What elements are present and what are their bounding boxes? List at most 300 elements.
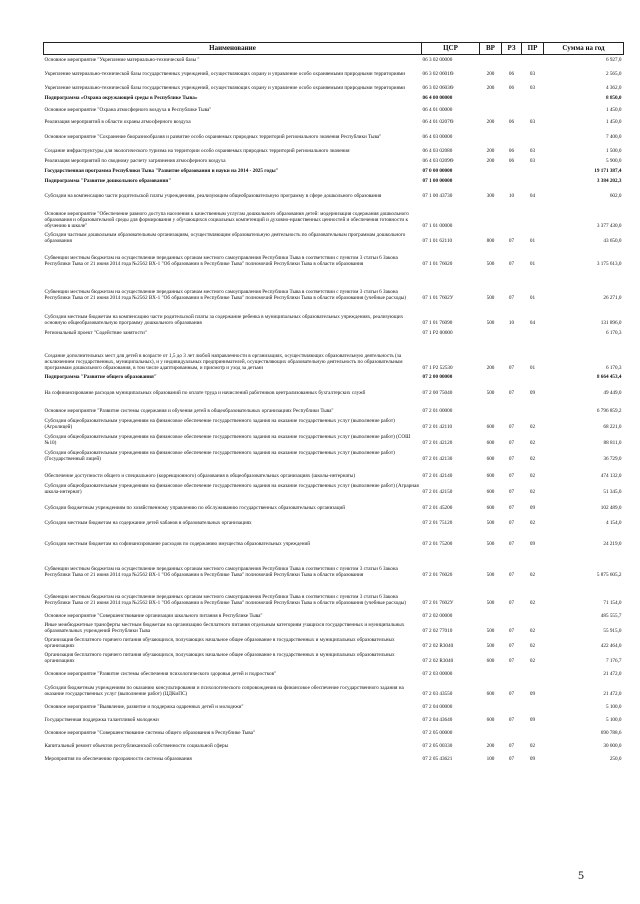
cell-name: Создание дополнительных мест для детей в возрасте от 1,5 до 3 лет любой направленности в организациях, осуществляющих образовательную деятельность (за исключением государственных, муниципальных), и у индивидуальных предпринимателей, осуществляющих образовательную деятельность по образовательным программам дошкольного образования, в том числе адаптированным, и присмотр и уход за детьми bbox=[44, 352, 403, 372]
cell-vr: 500 bbox=[486, 572, 495, 579]
cell-sum: 30 000,0 bbox=[603, 743, 622, 750]
cell-csr: 07 1 P2 52530 bbox=[422, 365, 453, 372]
cell-pr: 02 bbox=[529, 628, 536, 635]
table-row bbox=[44, 175, 624, 185]
cell-rz: 07 bbox=[508, 440, 515, 447]
cell-pr: 09 bbox=[529, 541, 536, 548]
cell-name: Региональный проект "Содействие занятости" bbox=[44, 330, 147, 337]
cell-vr bbox=[480, 665, 502, 678]
cell-sum: 4 154,0 bbox=[605, 520, 622, 527]
cell-pr bbox=[522, 102, 544, 114]
cell-sum: 5 100,0 bbox=[605, 704, 622, 711]
cell-csr: 07 2 05 00000 bbox=[422, 730, 453, 737]
cell-pr: 02 bbox=[529, 440, 536, 447]
table-row bbox=[44, 55, 624, 64]
table-row bbox=[44, 230, 624, 245]
table-row bbox=[44, 114, 624, 126]
cell-csr: 07 1 01 62110 bbox=[422, 238, 453, 245]
table-row bbox=[44, 337, 624, 372]
cell-pr: 03 bbox=[529, 85, 536, 92]
cell-rz: 07 bbox=[508, 261, 515, 268]
cell-rz bbox=[502, 175, 522, 185]
cell-pr: 09 bbox=[529, 691, 536, 698]
cell-sum: 485 555,7 bbox=[600, 613, 622, 620]
cell-vr bbox=[480, 698, 502, 711]
cell-sum: 102 489,0 bbox=[600, 505, 622, 512]
table-row bbox=[44, 579, 624, 607]
cell-csr: 07 2 01 42150 bbox=[422, 489, 453, 496]
cell-rz bbox=[502, 200, 522, 230]
cell-name: Организация бесплатного горячего питания обучающихся, получающих начальное общее образование в государственных и муниципальных образовательных организациях bbox=[44, 652, 395, 665]
cell-rz: 07 bbox=[508, 520, 515, 527]
table-body bbox=[44, 55, 624, 763]
cell-rz: 06 bbox=[508, 158, 515, 165]
table-row bbox=[44, 480, 624, 496]
cell-pr: 01 bbox=[529, 238, 536, 245]
cell-rz: 07 bbox=[508, 572, 515, 579]
cell-rz: 07 bbox=[508, 717, 515, 724]
cell-csr: 07 2 05 00330 bbox=[422, 743, 453, 750]
table-row bbox=[44, 397, 624, 415]
cell-csr: 07 2 01 76020 bbox=[422, 572, 453, 579]
cell-sum: 6 796 859,2 bbox=[596, 408, 622, 415]
cell-sum: 6 927,0 bbox=[605, 57, 622, 64]
cell-rz: 07 bbox=[508, 489, 515, 496]
cell-name: Основное мероприятие "Развитие системы содержания и обучения детей в общеобразовательных организациях Республики Тыва" bbox=[44, 408, 334, 415]
cell-vr: 200 bbox=[486, 743, 495, 750]
table-row bbox=[44, 415, 624, 431]
cell-name: Основное мероприятие "Сохранение биоразнообразия и развитие особо охраняемых природных территорий регионального значения Республики Тыва" bbox=[44, 134, 382, 141]
table-row bbox=[44, 92, 624, 102]
cell-vr: 300 bbox=[486, 193, 495, 200]
cell-name: Субвенции местным бюджетам на осуществление переданных органам местного самоуправления Республики Тыва в соответствии с пунктом 3 статьи 6 Закона Республики Тыва от 21 июня 2014 года №2562 ВХ-1 "Об образовании в Республике Тыва" полномочий Республики Тыва в области образования bbox=[44, 255, 398, 268]
table-row bbox=[44, 750, 624, 763]
cell-csr: 07 1 01 7602У bbox=[422, 295, 454, 302]
table-row bbox=[44, 527, 624, 548]
cell-rz: 07 bbox=[508, 756, 515, 763]
cell-csr: 07 2 01 45200 bbox=[422, 505, 453, 512]
cell-name: Субсидии общеобразовательным учреждениям на финансовое обеспечение государственного задания на оказание государственных услуг (выполнение работ) (Агролицей) bbox=[44, 418, 395, 431]
cell-sum: 5 875 605,2 bbox=[596, 572, 622, 579]
col-header-rz: РЗ bbox=[502, 43, 522, 55]
cell-sum: 21 472,0 bbox=[603, 691, 622, 698]
table-row bbox=[44, 496, 624, 512]
cell-csr: 07 2 01 75200 bbox=[422, 541, 453, 548]
cell-rz bbox=[502, 126, 522, 141]
cell-name: Основное мероприятие "Совершенствование системы общего образования в Республике Тыва" bbox=[44, 730, 256, 737]
cell-csr: 07 2 00 00000 bbox=[422, 374, 453, 381]
cell-name: Субсидии общеобразовательным учреждениям на финансовое обеспечение государственного задания на оказание государственных услуг (выполнение работ) (СОШ №10) bbox=[44, 434, 411, 447]
page-number: 5 bbox=[578, 868, 584, 882]
cell-csr: 07 1 01 00000 bbox=[422, 223, 453, 230]
cell-sum: 131 896,0 bbox=[600, 320, 622, 327]
cell-sum: 8 664 453,4 bbox=[596, 374, 622, 381]
cell-rz: 07 bbox=[508, 365, 515, 372]
cell-rz: 07 bbox=[508, 390, 515, 397]
cell-sum: 3 377 430,0 bbox=[596, 223, 622, 230]
cell-sum: 43 650,0 bbox=[603, 238, 622, 245]
cell-csr: 07 2 04 43640 bbox=[422, 717, 453, 724]
cell-vr bbox=[480, 55, 502, 64]
table-row bbox=[44, 245, 624, 268]
table-row bbox=[44, 678, 624, 698]
cell-csr: 07 2 02 R3040 bbox=[422, 643, 454, 650]
cell-name: Субвенции местным бюджетам на осуществление переданных органам местного самоуправления Республики Тыва в соответствии с пунктом 3 статьи 6 Закона Республики Тыва от 21 июня 2014 года №2562 ВХ-1 "Об образовании в Республике Тыва" полномочий Республики Тыва в области образования (учебные расходы) bbox=[44, 594, 407, 607]
cell-sum: 49 449,0 bbox=[603, 390, 622, 397]
cell-rz: 07 bbox=[508, 691, 515, 698]
table-row bbox=[44, 548, 624, 579]
cell-name: Подпрограмма "Развитие дошкольного образования" bbox=[44, 178, 172, 185]
table-row bbox=[44, 200, 624, 230]
cell-csr: 06 4 01 00000 bbox=[422, 107, 453, 114]
cell-vr: 600 bbox=[486, 456, 495, 463]
cell-vr bbox=[480, 102, 502, 114]
cell-csr: 07 2 03 43550 bbox=[422, 691, 453, 698]
table-row bbox=[44, 650, 624, 665]
cell-sum: 36 729,0 bbox=[603, 456, 622, 463]
cell-sum: 88 811,0 bbox=[603, 440, 622, 447]
cell-vr: 500 bbox=[486, 261, 495, 268]
cell-name: На софинансирование расходов муниципальных образований по оплате труда и начислений работников централизованных бухгалтерских служб bbox=[44, 390, 366, 397]
cell-rz: 07 bbox=[508, 456, 515, 463]
cell-csr: 07 1 P2 00000 bbox=[422, 330, 453, 337]
cell-pr: 01 bbox=[529, 295, 536, 302]
cell-pr: 09 bbox=[529, 717, 536, 724]
cell-name: Мероприятия по обеспечению прозрачности системы образования bbox=[44, 756, 192, 763]
cell-rz: 06 bbox=[508, 71, 515, 78]
cell-vr bbox=[480, 607, 502, 620]
cell-pr bbox=[522, 165, 544, 175]
cell-csr: 07 2 01 7602У bbox=[422, 600, 454, 607]
cell-csr: 07 2 01 42110 bbox=[422, 424, 453, 431]
table-row bbox=[44, 381, 624, 397]
cell-vr: 600 bbox=[486, 473, 495, 480]
cell-name: Государственная поддержка талантливой молодежи bbox=[44, 717, 159, 724]
cell-pr bbox=[522, 92, 544, 102]
cell-pr: 02 bbox=[529, 600, 536, 607]
col-header-name: Наименование bbox=[44, 43, 422, 55]
cell-vr bbox=[480, 397, 502, 415]
cell-vr: 600 bbox=[486, 691, 495, 698]
cell-name: Субвенции местным бюджетам на осуществление переданных органам местного самоуправления Республики Тыва в соответствии с пунктом 3 статьи 6 Закона Республики Тыва от 21 июня 2014 года №2562 ВХ-1 "Об образовании в Республике Тыва" полномочий Республики Тыва в области образования bbox=[44, 566, 398, 579]
cell-pr bbox=[522, 397, 544, 415]
cell-csr: 07 0 00 00000 bbox=[422, 168, 453, 175]
cell-rz: 07 bbox=[508, 628, 515, 635]
cell-name: Государственная программа Республики Тыва "Развитие образования и науки на 2014 - 2025 годы" bbox=[44, 168, 279, 175]
cell-name: Субсидии частным дошкольным образовательным организациям, осуществляющим образовательную деятельность по образовательным программам дошкольного образования bbox=[44, 232, 406, 245]
cell-rz: 10 bbox=[508, 193, 515, 200]
cell-csr: 07 2 01 75120 bbox=[422, 520, 453, 527]
cell-sum: 55 915,0 bbox=[603, 628, 622, 635]
cell-name: Субсидии общеобразовательным учреждениям на финансовое обеспечение государственного задания на оказание государственных услуг (выполнение работ) (Аграрная школа-интернат) bbox=[44, 483, 419, 496]
cell-pr bbox=[522, 698, 544, 711]
table-header-row bbox=[44, 43, 624, 55]
cell-name: Основное мероприятие "Охрана атмосферного воздуха в Республике Тыва" bbox=[44, 107, 212, 114]
cell-pr: 02 bbox=[529, 520, 536, 527]
cell-vr: 200 bbox=[486, 119, 495, 126]
cell-rz: 07 bbox=[508, 658, 515, 665]
cell-vr: 600 bbox=[486, 440, 495, 447]
table-row bbox=[44, 141, 624, 155]
cell-vr: 200 bbox=[486, 158, 495, 165]
cell-sum: 1 500,0 bbox=[605, 148, 622, 155]
table-row bbox=[44, 155, 624, 165]
cell-csr: 07 2 02 R3040 bbox=[422, 658, 454, 665]
cell-pr: 02 bbox=[529, 473, 536, 480]
cell-vr: 600 bbox=[486, 489, 495, 496]
cell-sum: 6 170,3 bbox=[605, 330, 622, 337]
cell-pr: 09 bbox=[529, 505, 536, 512]
cell-rz: 06 bbox=[508, 85, 515, 92]
cell-rz: 07 bbox=[508, 505, 515, 512]
cell-csr: 07 2 01 42120 bbox=[422, 440, 453, 447]
cell-vr bbox=[480, 92, 502, 102]
cell-sum: 1 450,0 bbox=[605, 119, 622, 126]
cell-name: Подпрограмма «Охрана окружающей среды в Республике Тыва» bbox=[44, 95, 198, 102]
cell-name: Реализация мероприятий в области охраны атмосферного воздуха bbox=[44, 119, 191, 126]
cell-name: Субсидии местным бюджетам на содержание детей чабанов в образовательных организациях bbox=[44, 520, 252, 527]
cell-sum: 5 100,0 bbox=[605, 717, 622, 724]
cell-vr: 600 bbox=[486, 505, 495, 512]
cell-pr: 02 bbox=[529, 424, 536, 431]
table-row bbox=[44, 431, 624, 447]
cell-name: Реализация мероприятий по сводному расчету загрязнения атмосферного воздуха bbox=[44, 158, 226, 165]
col-header-csr: ЦСР bbox=[422, 43, 480, 55]
cell-sum: 7 176,7 bbox=[605, 658, 622, 665]
cell-pr: 03 bbox=[529, 119, 536, 126]
cell-name: Обеспечение доступности общего и специального (коррекционного) образования в общеобразовательных организациях (школы-интернаты) bbox=[44, 473, 356, 480]
cell-pr: 04 bbox=[529, 193, 536, 200]
cell-csr: 07 2 05 43621 bbox=[422, 756, 453, 763]
cell-pr bbox=[522, 126, 544, 141]
cell-pr bbox=[522, 55, 544, 64]
cell-sum: 5 900,0 bbox=[605, 158, 622, 165]
cell-csr: 06 3 02 00000 bbox=[422, 57, 453, 64]
budget-table-page bbox=[43, 42, 623, 763]
budget-table bbox=[43, 42, 624, 763]
cell-rz: 07 bbox=[508, 238, 515, 245]
cell-pr bbox=[522, 327, 544, 337]
cell-vr: 500 bbox=[486, 600, 495, 607]
cell-name: Создание инфраструктуры для экологического туризма на территории особо охраняемых природных территорий регионального значения bbox=[44, 148, 350, 155]
cell-rz: 10 bbox=[508, 320, 515, 327]
cell-sum: 19 171 387,4 bbox=[594, 168, 622, 175]
cell-vr: 200 bbox=[486, 365, 495, 372]
cell-pr bbox=[522, 372, 544, 381]
cell-sum: 21 472,0 bbox=[603, 671, 622, 678]
cell-name: Субсидии местным бюджетам на софинансирование расходов по содержанию имущества образовательных учреждений bbox=[44, 541, 311, 548]
cell-name: Организация бесплатного горячего питания обучающихся, получающих начальное общее образование в государственных и муниципальных образовательных организациях bbox=[44, 637, 395, 650]
cell-vr: 500 bbox=[486, 390, 495, 397]
cell-rz: 07 bbox=[508, 424, 515, 431]
cell-rz bbox=[502, 397, 522, 415]
cell-name: Иные межбюджетные трансферты местным бюджетам на организацию бесплатного питания отдельным категориям учащихся государственных и муниципальных образовательных учреждений Республики Тыва bbox=[44, 622, 405, 635]
table-row bbox=[44, 64, 624, 78]
cell-rz bbox=[502, 165, 522, 175]
cell-csr: 07 2 01 42140 bbox=[422, 473, 453, 480]
cell-csr: 07 2 01 00000 bbox=[422, 408, 453, 415]
cell-rz: 06 bbox=[508, 119, 515, 126]
cell-csr: 07 1 00 00000 bbox=[422, 178, 453, 185]
col-header-pr: ПР bbox=[522, 43, 544, 55]
cell-rz: 06 bbox=[508, 148, 515, 155]
cell-csr: 06 4 03 00000 bbox=[422, 134, 453, 141]
table-row bbox=[44, 327, 624, 337]
table-row bbox=[44, 620, 624, 635]
cell-vr: 500 bbox=[486, 295, 495, 302]
cell-name: Основное мероприятие "Выявление, развитие и поддержка одаренных детей и молодежи" bbox=[44, 704, 244, 711]
cell-rz: 07 bbox=[508, 541, 515, 548]
cell-rz: 07 bbox=[508, 643, 515, 650]
cell-rz: 07 bbox=[508, 473, 515, 480]
cell-rz bbox=[502, 724, 522, 737]
cell-csr: 07 2 01 42130 bbox=[422, 456, 453, 463]
cell-csr: 06 4 01 0207Ѳ bbox=[422, 119, 454, 126]
cell-vr: 600 bbox=[486, 717, 495, 724]
cell-sum: 26 271,0 bbox=[603, 295, 622, 302]
cell-pr: 03 bbox=[529, 148, 536, 155]
cell-sum: 8 850,0 bbox=[605, 95, 622, 102]
cell-csr: 07 2 03 00000 bbox=[422, 671, 453, 678]
cell-sum: 602,0 bbox=[609, 193, 622, 200]
cell-csr: 07 2 02 00000 bbox=[422, 613, 453, 620]
cell-rz bbox=[502, 698, 522, 711]
cell-sum: 1 450,0 bbox=[605, 107, 622, 114]
table-row bbox=[44, 447, 624, 463]
cell-pr: 02 bbox=[529, 643, 536, 650]
cell-name: Подпрограмма "Развитие общего образования" bbox=[44, 374, 157, 381]
cell-pr bbox=[522, 175, 544, 185]
cell-sum: 4 362,0 bbox=[605, 85, 622, 92]
cell-name: Укрепление материально-технической базы государственных учреждений, осуществляющих охрану и управление особо охраняемыми природными территориями bbox=[44, 85, 406, 92]
cell-vr: 500 bbox=[486, 320, 495, 327]
cell-pr: 09 bbox=[529, 756, 536, 763]
cell-sum: 7 400,0 bbox=[605, 134, 622, 141]
cell-pr: 04 bbox=[529, 320, 536, 327]
cell-sum: 250,0 bbox=[609, 756, 622, 763]
cell-pr: 01 bbox=[529, 261, 536, 268]
cell-name: Субсидии бюджетным учреждениям по оказанию консультирования и психологического сопровождения на финансовое обеспечение государственного задания на оказание государственных услуг (выполнение работ) (ЦДКиПС) bbox=[44, 685, 404, 698]
cell-name: Укрепление материально-технической базы государственных учреждений, осуществляющих охрану и управление особо охраняемыми природными территориями bbox=[44, 71, 406, 78]
cell-pr bbox=[522, 724, 544, 737]
cell-rz bbox=[502, 102, 522, 114]
cell-pr: 03 bbox=[529, 158, 536, 165]
col-header-sum: Сумма на год bbox=[544, 43, 624, 55]
cell-vr: 100 bbox=[486, 756, 495, 763]
cell-sum: 3 384 202,3 bbox=[596, 178, 622, 185]
cell-sum: 2 565,0 bbox=[605, 71, 622, 78]
cell-vr: 200 bbox=[486, 85, 495, 92]
cell-rz: 07 bbox=[508, 600, 515, 607]
cell-pr bbox=[522, 200, 544, 230]
table-row bbox=[44, 711, 624, 724]
cell-vr: 600 bbox=[486, 658, 495, 665]
cell-pr: 09 bbox=[529, 390, 536, 397]
cell-name: Субсидии бюджетным учреждениям по хозяйственному управлению по обслуживанию государственных образовательных организаций bbox=[44, 505, 346, 512]
cell-name: Субвенции местным бюджетам на осуществление переданных органам местного самоуправления Республики Тыва в соответствии с пунктом 3 статьи 6 Закона Республики Тыва от 21 июня 2014 года №2562 ВХ-1 "Об образовании в Республике Тыва" полномочий Республики Тыва в области образования (учебные расходы) bbox=[44, 289, 407, 302]
cell-csr: 06 4 00 00000 bbox=[422, 95, 453, 102]
cell-vr bbox=[480, 200, 502, 230]
cell-vr: 500 bbox=[486, 643, 495, 650]
table-row bbox=[44, 372, 624, 381]
table-row bbox=[44, 165, 624, 175]
cell-vr bbox=[480, 372, 502, 381]
cell-name: Основное мероприятие "Укрепление материально-технической базы " bbox=[44, 57, 200, 64]
cell-csr: 06 4 03 0209Ѳ bbox=[422, 158, 454, 165]
table-row bbox=[44, 737, 624, 750]
table-row bbox=[44, 698, 624, 711]
table-row bbox=[44, 78, 624, 92]
cell-pr: 02 bbox=[529, 572, 536, 579]
cell-name: Субсидии местным бюджетам на компенсацию части родительской платы за содержание ребенка в муниципальных образовательных учреждениях, реализующих основную общеобразовательную программу дошкольного образования bbox=[44, 314, 404, 327]
cell-sum: 71 154,0 bbox=[603, 600, 622, 607]
cell-sum: 68 221,0 bbox=[603, 424, 622, 431]
cell-rz bbox=[502, 92, 522, 102]
cell-sum: 422 464,0 bbox=[600, 643, 622, 650]
cell-pr: 03 bbox=[529, 71, 536, 78]
cell-vr bbox=[480, 126, 502, 141]
cell-vr: 500 bbox=[486, 520, 495, 527]
table-row bbox=[44, 665, 624, 678]
cell-name: Основное мероприятие "Обеспечение равного доступа населения к качественным услугам дошкольного образования детей: модернизация содержания дошкольного образования и образовательной среды для формирования у обучающихся социальных компетенций и духовно-нравственных ценностей и обеспечения готовности к обучению в школе" bbox=[44, 210, 409, 230]
cell-name: Субсидии на компенсацию части родительской платы учреждениям, реализующим общеобразовательную программу в сфере дошкольного образования bbox=[44, 193, 382, 200]
cell-sum: 6 170,3 bbox=[605, 365, 622, 372]
cell-csr: 07 2 04 00000 bbox=[422, 704, 453, 711]
cell-vr: 200 bbox=[486, 71, 495, 78]
cell-name: Капитальный ремонт объектов республиканской собственности социальной сферы bbox=[44, 743, 229, 750]
cell-sum: 474 132,0 bbox=[600, 473, 622, 480]
table-row bbox=[44, 463, 624, 480]
cell-vr: 800 bbox=[486, 238, 495, 245]
cell-vr bbox=[480, 165, 502, 175]
table-row bbox=[44, 126, 624, 141]
cell-rz: 07 bbox=[508, 295, 515, 302]
cell-vr bbox=[480, 724, 502, 737]
cell-name: Основное мероприятие "Развитие системы обеспечения психологического здоровья детей и подростков" bbox=[44, 671, 277, 678]
cell-vr: 500 bbox=[486, 628, 495, 635]
cell-sum: 3 175 613,0 bbox=[596, 261, 622, 268]
cell-csr: 06 3 02 0601Ѳ bbox=[422, 71, 454, 78]
cell-pr bbox=[522, 607, 544, 620]
cell-rz: 07 bbox=[508, 743, 515, 750]
table-row bbox=[44, 724, 624, 737]
cell-name: Субсидии общеобразовательным учреждениям на финансовое обеспечение государственного задания на оказание государственных услуг (выполнение работ) (Государственный лицей) bbox=[44, 450, 395, 463]
table-row bbox=[44, 512, 624, 527]
table-row bbox=[44, 268, 624, 302]
cell-vr: 200 bbox=[486, 148, 495, 155]
cell-sum: 51 345,0 bbox=[603, 489, 622, 496]
cell-sum: 690 788,6 bbox=[600, 730, 622, 737]
cell-rz bbox=[502, 55, 522, 64]
cell-csr: 07 1 00 43730 bbox=[422, 193, 453, 200]
cell-pr: 02 bbox=[529, 456, 536, 463]
table-row bbox=[44, 302, 624, 327]
cell-pr: 02 bbox=[529, 489, 536, 496]
table-row bbox=[44, 607, 624, 620]
table-row bbox=[44, 185, 624, 200]
cell-pr: 01 bbox=[529, 365, 536, 372]
cell-pr bbox=[522, 665, 544, 678]
cell-pr: 02 bbox=[529, 743, 536, 750]
cell-rz bbox=[502, 327, 522, 337]
cell-vr bbox=[480, 327, 502, 337]
cell-vr: 500 bbox=[486, 541, 495, 548]
cell-csr: 06 4 03 02080 bbox=[422, 148, 453, 155]
cell-rz bbox=[502, 665, 522, 678]
table-row bbox=[44, 635, 624, 650]
cell-rz bbox=[502, 372, 522, 381]
cell-sum: 24 219,0 bbox=[603, 541, 622, 548]
